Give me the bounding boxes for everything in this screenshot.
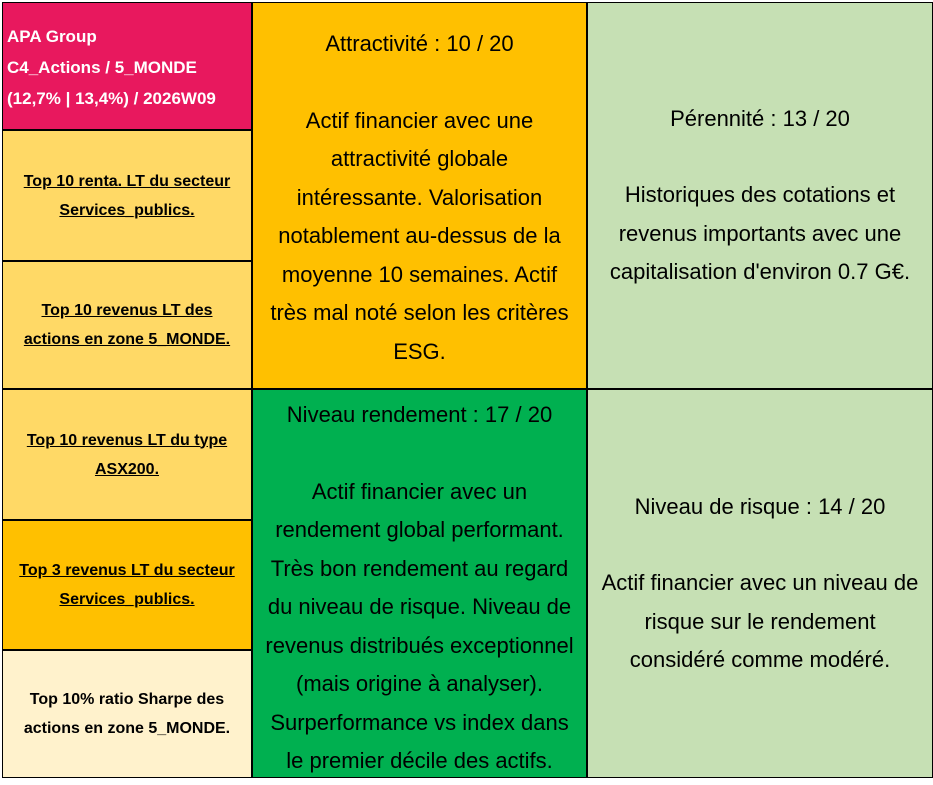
description-line: (mais origine à analyser).: [296, 671, 543, 696]
description-line: Très bon rendement au regard: [270, 555, 569, 581]
description-line: Actif financier avec un niveau de: [601, 570, 919, 595]
description-line: notablement au-dessus de la: [278, 223, 561, 248]
ranking-tag-line: Services_publics.: [59, 201, 195, 219]
asset-header-cell: [2, 2, 252, 130]
attractivite-title: Attractivité : 10 / 20: [325, 31, 514, 56]
description-line: revenus distribués exceptionnel: [265, 632, 574, 658]
description-line: le premier décile des actifs.: [286, 748, 553, 773]
description-line: capitalisation d'environ 0.7 G€.: [609, 259, 911, 284]
ranking-tag-line: ASX200.: [94, 460, 160, 478]
description-line: revenus importants avec une: [618, 220, 902, 246]
ranking-tag-5: [2, 650, 252, 778]
description-line: du niveau de risque. Niveau de: [267, 594, 572, 619]
risque-cell: [587, 389, 933, 778]
ranking-tag-line: Top 10 revenus LT des: [41, 302, 213, 319]
rendement-description: [265, 473, 573, 781]
ranking-tag-2: [2, 261, 252, 389]
ranking-tag-1: [2, 130, 252, 261]
ranking-tag-3: [2, 389, 252, 520]
ranking-tag-line: Services_publics.: [59, 591, 195, 608]
description-line: très mal noté selon les critères: [270, 300, 569, 325]
asset-perf-week: (12,7% | 13,4%) / 2026W09: [7, 89, 216, 108]
attractivite-description: [270, 102, 568, 372]
ranking-tag-line: Top 10 revenus LT du type: [26, 431, 228, 449]
ranking-tag-line: Top 3 revenus LT du secteur: [19, 562, 235, 579]
risque-description: [602, 564, 919, 680]
ranking-tag-line: Top 10 renta. LT du secteur: [23, 172, 231, 190]
description-line: moyenne 10 semaines. Actif: [281, 261, 558, 287]
ranking-tag-4: [2, 520, 252, 650]
description-line: Historiques des cotations et: [624, 182, 896, 207]
description-line: attractivité globale: [330, 146, 509, 171]
asset-category: C4_Actions / 5_MONDE: [7, 58, 197, 77]
description-line: Surperformance vs index dans: [270, 709, 569, 735]
perennite-cell: [587, 2, 933, 389]
description-line: intéressante. Valorisation: [296, 184, 543, 210]
risque-title: Niveau de risque : 14 / 20: [634, 493, 886, 519]
perennite-title: Pérennité : 13 / 20: [670, 105, 850, 131]
description-line: Actif financier avec une: [305, 107, 534, 133]
ranking-tag-line: actions en zone 5_MONDE.: [23, 331, 231, 348]
description-line: ESG.: [393, 338, 446, 364]
description-line: risque sur le rendement: [644, 608, 876, 634]
ranking-tag-line: Top 10% ratio Sharpe des: [29, 691, 225, 708]
description-line: rendement global performant.: [275, 517, 564, 542]
perennite-description: [610, 176, 910, 292]
rendement-title: Niveau rendement : 17 / 20: [286, 402, 553, 427]
ranking-tag-line: actions en zone 5_MONDE.: [23, 720, 231, 737]
description-line: considéré comme modéré.: [629, 647, 891, 672]
attractivite-cell: [252, 2, 587, 389]
rendement-cell: [252, 389, 587, 778]
description-line: Actif financier avec un: [311, 478, 528, 504]
asset-name: APA Group: [7, 27, 97, 46]
